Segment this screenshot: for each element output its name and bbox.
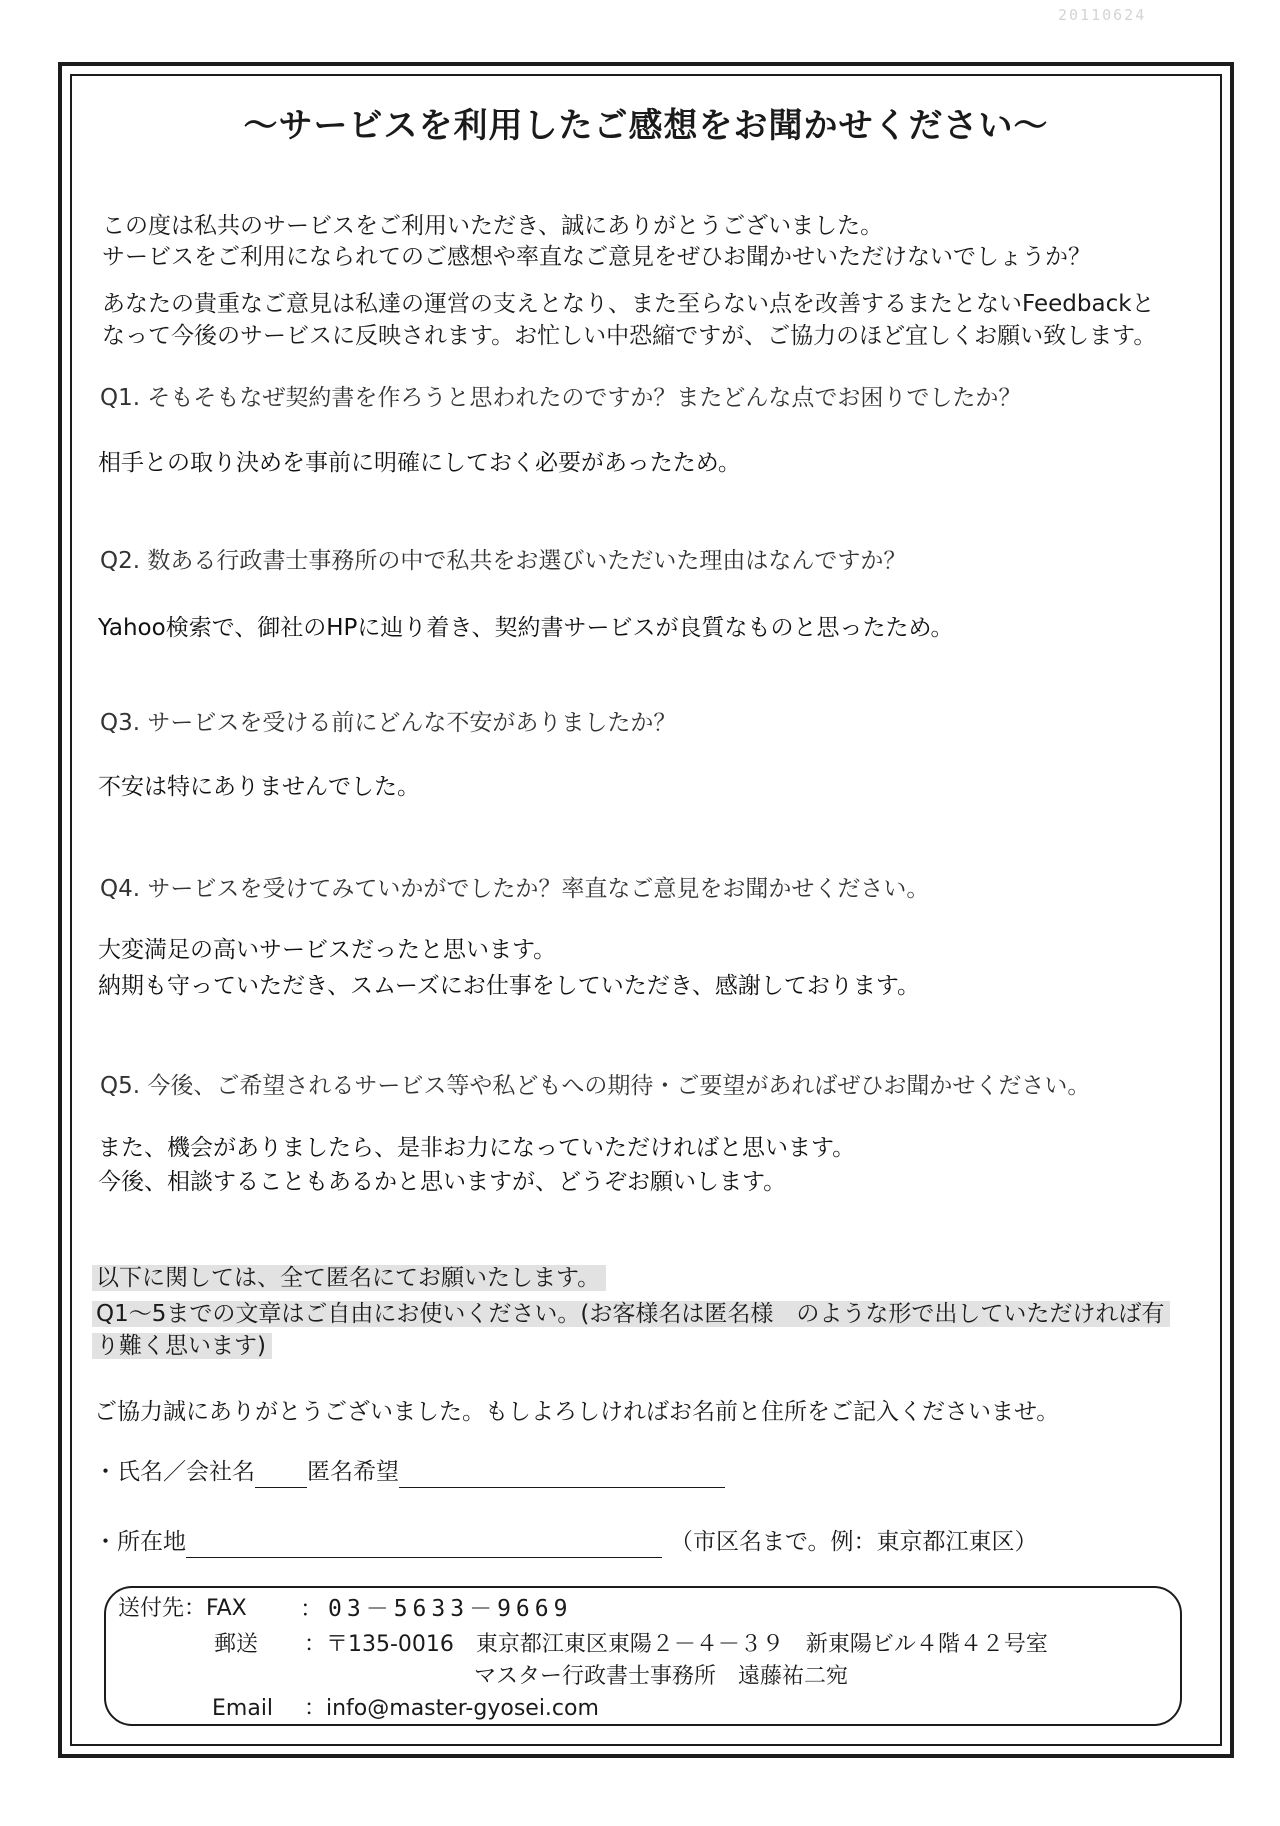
intro-line: サービスをご利用になられてのご感想や率直なご意見をぜひお聞かせいただけないでしょうか？ [102, 244, 1091, 270]
email-label: Email [212, 1696, 274, 1721]
name-field-value: 匿名希望 [307, 1459, 399, 1485]
answer-5: 今後、相談することもあるかと思いますが、どうぞお願いします。 [98, 1169, 787, 1195]
document-stamp: 20110624 [1058, 6, 1147, 24]
intro-line: なって今後のサービスに反映されます。お忙しい中恐縮ですが、ご協力のほど宜しくお願い致します。 [102, 323, 1157, 349]
intro-line: この度は私共のサービスをご利用いただき、誠にありがとうございました。 [102, 213, 884, 239]
question-3: Q3. サービスを受ける前にどんな不安がありましたか？ [100, 710, 677, 736]
email-address[interactable]: ：info@master-gyosei.com [304, 1696, 599, 1721]
notice-line: Q1～5までの文章はご自由にお使いください。(お客様名は匿名様 のような形で出していただければ有 [92, 1298, 1170, 1330]
answer-4: 納期も守っていただき、スムーズにお仕事をしていただき、感謝しております。 [98, 973, 921, 999]
name-field-label: ・氏名／会社名 [94, 1459, 255, 1485]
answer-5: また、機会がありましたら、是非お力になっていただければと思います。 [98, 1135, 856, 1161]
notice-line: 以下に関しては、全て匿名にてお願いたします。 [92, 1262, 606, 1294]
thanks-text: ご協力誠にありがとうございました。もしよろしければお名前と住所をご記入くださいませ。 [94, 1399, 1060, 1425]
address-field[interactable] [94, 1526, 1038, 1558]
address-field-hint: （市区名まで。例：東京都江東区） [670, 1529, 1038, 1555]
send-to-label: 送付先：FAX [118, 1596, 247, 1621]
address-field-label: ・所在地 [94, 1529, 186, 1555]
mail-label: 郵送 [214, 1632, 259, 1657]
answer-2: Yahoo検索で、御社のHPに辿り着き、契約書サービスが良質なものと思ったため。 [98, 615, 954, 641]
intro-line: あなたの貴重なご意見は私達の運営の支えとなり、また至らない点を改善するまたとないFeedbackと [102, 291, 1155, 317]
answer-4: 大変満足の高いサービスだったと思います。 [98, 937, 557, 963]
question-1: Q1. そもそもなぜ契約書を作ろうと思われたのですか？またどんな点でお困りでしたか？ [100, 385, 1022, 411]
answer-3: 不安は特にありませんでした。 [98, 774, 420, 800]
notice-line: り難く思います) [92, 1330, 272, 1362]
question-5: Q5. 今後、ご希望されるサービス等や私どもへの期待・ご要望があればぜひお聞かせください。 [100, 1073, 1091, 1099]
name-field[interactable] [94, 1456, 725, 1488]
question-2: Q2. 数ある行政書士事務所の中で私共をお選びいただいた理由はなんですか？ [100, 548, 907, 574]
office-name: マスター行政書士事務所 遠藤祐二宛 [474, 1664, 849, 1689]
answer-1: 相手との取り決めを事前に明確にしておく必要があったため。 [98, 450, 741, 476]
question-4: Q4. サービスを受けてみていかがでしたか？率直なご意見をお聞かせください。 [100, 876, 930, 902]
fax-number: ：03－5633－9669 [300, 1596, 573, 1622]
page-title: ～サービスを利用したご感想をお聞かせください～ [243, 106, 1049, 146]
postal-address: ：〒135-0016 東京都江東区東陽２－４－３９ 新東陽ビル４階４２号室 [304, 1632, 1048, 1657]
